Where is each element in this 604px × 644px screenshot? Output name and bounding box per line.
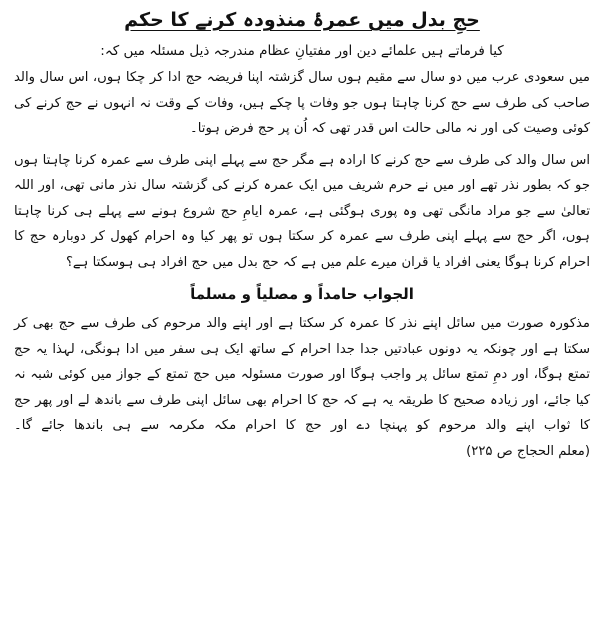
question-intro: کیا فرماتے ہیں علمائے دین اور مفتیانِ عظام مندرجہ ذیل مسئلہ میں کہ: <box>100 43 504 59</box>
question-paragraph-2: اس سال والد کی طرف سے حج کرنے کا ارادہ ہے مگر حج سے پہلے اپنی طرف سے عمرہ کرنا چاہتا ہوں جو کہ بطور نذر تھے اور میں نے حرم شریف میں ایک عمرہ کرنے کی گزشتہ سال نذر مانی تھی، اور اللہ تعالیٰ سے جو مراد مانگی تھی وہ پوری ہوگئی ہے، عمرہ ایامِ حج شروع ہونے سے پہلے ہی کرنا چاہتا ہوں، اگر حج سے پہلے اپنی طرف سے عمرہ کر سکتا ہوں تو پھر کیا وہ احرام کھول کر دوبارہ حج کا احرام کرنا ہوگا یعنی افراد یا قران میرے علم میں ہے کہ حج بدل میں حج افراد ہی ہوسکتا ہے؟ <box>14 152 590 270</box>
question-paragraph-1: میں سعودی عرب میں دو سال سے مقیم ہوں سال گزشتہ اپنا فریضہ حج ادا کر چکا ہوں، اس سال والد صاحب کی طرف سے حج کرنا چاہتا ہوں جو وفات پا چکے ہیں، وفات کے وقت نہ انہوں نے حج کرنے کی کوئی وصیت کی اور نہ مالی حالت اس قدر تھی کہ اُن پر حج فرض ہوتا۔ <box>14 70 590 136</box>
answer-heading: الجواب حامداً و مصلیاً و مسلماً <box>190 285 414 303</box>
citation: (معلم الحجاج ص ۲۲۵) <box>466 443 590 459</box>
answer-paragraph-block <box>14 311 590 464</box>
document-title: حجِ بدل میں عمرۂ منذودہ کرنے کا حکم <box>124 9 480 31</box>
answer-paragraph: مذکورہ صورت میں سائل اپنے نذر کا عمرہ کر سکتا ہے اور اپنے والد مرحوم کی طرف سے حج بھی کر سکتا ہے اور چونکہ یہ دونوں عبادتیں جدا جدا احرام کے ساتھ ایک ہی سفر میں ادا ہونگی، لہذا یہ حج تمتع ہوگا، اور دمِ تمتع سائل پر واجب ہوگا اور صورت مسئولہ میں حج تمتع کے جواز میں کوئی شبہ نہ کیا جائے، اور زیادہ صحیح کا طریقہ یہ ہے کہ حج کا احرام بھی سائل اپنی طرف سے باندھ لے اور پھر حج کا ثواب اپنے والد مرحوم کو پہنچا دے اور حج کا احرام مکہ مکرمہ سے ہی باندھا جائے گا۔ <box>14 316 590 433</box>
